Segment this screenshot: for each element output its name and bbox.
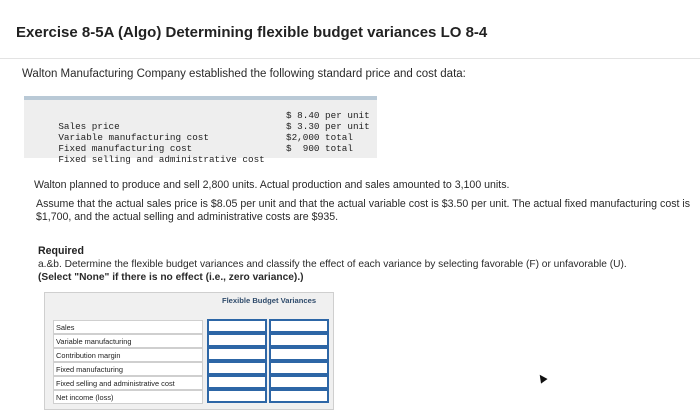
row-label-contribution-margin: Contribution margin [53, 348, 203, 362]
fixed-manufacturing-amount-input[interactable] [207, 361, 267, 375]
data-row [36, 143, 353, 165]
data-value: $ 900 total [286, 143, 353, 154]
required-heading: Required [38, 245, 84, 257]
standard-data-table [24, 96, 377, 165]
variable-manufacturing-amount-input[interactable] [207, 333, 267, 347]
sales-amount-input[interactable] [207, 319, 267, 333]
row-label-sales: Sales [53, 320, 203, 334]
required-text [38, 258, 688, 284]
assume-text: Assume that the actual sales price is $8.05 per unit and that the actual variable cost is $3.50 per unit. The actual fixed manufacturing cost is $1,700, and the actual selling and administrative costs are $935. [36, 198, 691, 223]
title-divider [0, 58, 700, 59]
data-value: $2,000 total [286, 132, 353, 143]
data-label: Fixed selling and administrative cost [58, 154, 265, 165]
variable-manufacturing-effect-select[interactable] [269, 333, 329, 347]
page-title: Exercise 8-5A (Algo) Determining flexible budget variances LO 8-4 [16, 24, 488, 41]
intro-text: Walton Manufacturing Company established the following standard price and cost data: [22, 68, 466, 80]
contribution-margin-effect-select[interactable] [269, 347, 329, 361]
plan-text: Walton planned to produce and sell 2,800 units. Actual production and sales amounted to 3,100 units. [34, 179, 510, 191]
column-header: Flexible Budget Variances [221, 296, 317, 305]
data-label: Fixed manufacturing cost [58, 143, 193, 154]
row-label-fixed-selling-admin: Fixed selling and administrative cost [53, 376, 203, 390]
contribution-margin-amount-input[interactable] [207, 347, 267, 361]
sales-effect-select[interactable] [269, 319, 329, 333]
fixed-selling-admin-amount-input[interactable] [207, 375, 267, 389]
data-value: $ 8.40 per unit [286, 110, 370, 121]
data-label: Variable manufacturing cost [58, 132, 209, 143]
answer-table [44, 292, 334, 410]
net-income-effect-select[interactable] [269, 389, 329, 403]
required-instruction: a.&b. Determine the flexible budget variances and classify the effect of each variance by selecting favorable (F) or unfavorable (U). [38, 259, 627, 270]
mouse-cursor-icon [536, 372, 547, 383]
row-label-fixed-manufacturing: Fixed manufacturing [53, 362, 203, 376]
fixed-selling-admin-effect-select[interactable] [269, 375, 329, 389]
fixed-manufacturing-effect-select[interactable] [269, 361, 329, 375]
data-value: $ 3.30 per unit [286, 121, 370, 132]
row-label-net-income: Net income (loss) [53, 390, 203, 404]
net-income-amount-input[interactable] [207, 389, 267, 403]
row-label-variable-manufacturing: Variable manufacturing [53, 334, 203, 348]
data-label: Sales price [58, 121, 120, 132]
required-note: (Select "None" if there is no effect (i.e., zero variance).) [38, 272, 304, 283]
